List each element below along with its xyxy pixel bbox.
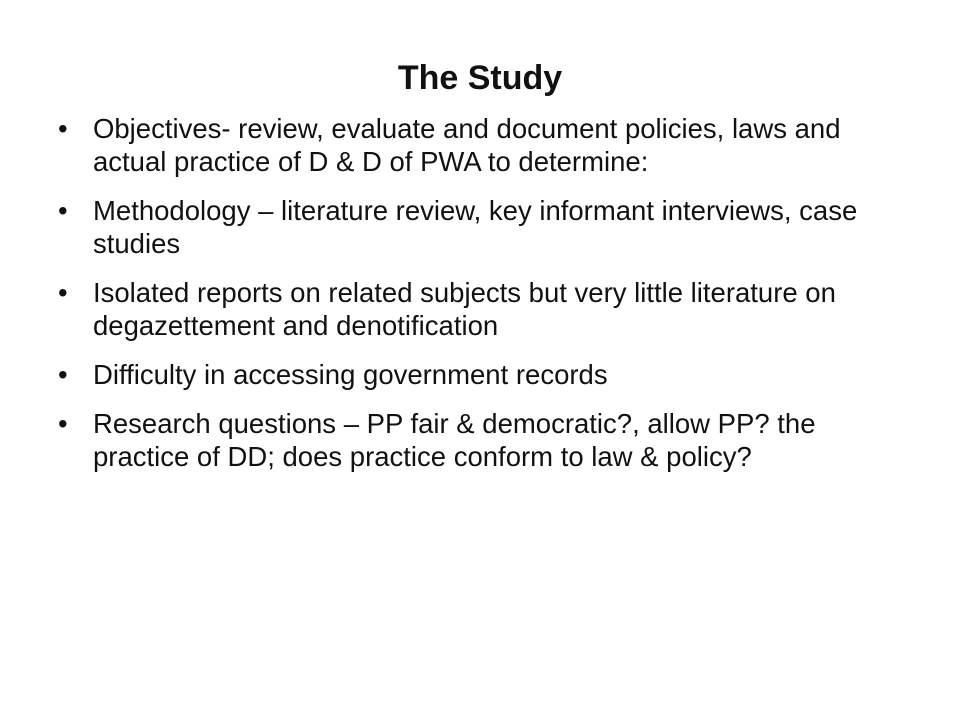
bullet-text: Isolated reports on related subjects but very little literature on degazettement and denotification: [93, 277, 836, 341]
bullet-item-methodology: [58, 194, 910, 260]
bullet-item-difficulty: [58, 358, 910, 391]
bullet-item-objectives: [58, 112, 910, 178]
bullet-text: Objectives- review, evaluate and document policies, laws and actual practice of D & D of PWA to determine:: [93, 113, 841, 177]
bullet-icon: •: [58, 277, 68, 308]
bullet-text: Methodology – literature review, key informant interviews, case studies: [93, 195, 858, 259]
bullet-icon: •: [58, 195, 68, 226]
bullet-icon: •: [58, 359, 68, 390]
bullet-text: Research questions – PP fair & democratic?, allow PP? the practice of DD; does practice conform to law & policy?: [93, 408, 816, 472]
bullet-item-research-questions: [58, 407, 910, 473]
slide-title: The Study: [397, 59, 563, 97]
bullet-list: [58, 112, 910, 489]
bullet-icon: •: [58, 408, 68, 439]
bullet-item-isolated-reports: [58, 276, 910, 342]
bullet-text: Difficulty in accessing government records: [93, 359, 608, 390]
bullet-icon: •: [58, 113, 68, 144]
